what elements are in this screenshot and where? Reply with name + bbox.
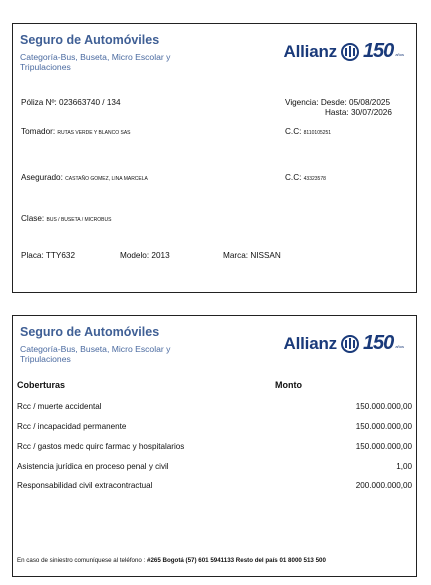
clase-field	[21, 214, 111, 223]
asegurado-label: Asegurado:	[21, 173, 63, 182]
clase-label: Clase:	[21, 214, 45, 223]
card-title: Seguro de Automóviles	[20, 33, 160, 47]
cc-label: C.C:	[285, 173, 302, 182]
coverage-amount: 200.000.000,00	[355, 481, 412, 490]
coverage-row	[17, 422, 412, 434]
coverage-row	[17, 402, 412, 414]
amount-header: Monto	[275, 380, 302, 390]
anniversary-mark: 150	[362, 40, 394, 62]
cc-value: 43323578	[303, 176, 326, 182]
anniversary-sub: años	[395, 344, 404, 349]
footer-text: En caso de siniestro comuníquese al teléfono :	[17, 557, 146, 564]
poliza-number: 023663740 / 134	[59, 98, 121, 107]
clase-value: BUS / BUSETA / MICROBUS	[46, 217, 112, 223]
coverage-label: Asistencia jurídica en proceso penal y civil	[17, 462, 169, 471]
marca-label: Marca:	[223, 251, 249, 260]
coverage-label: Rcc / muerte accidental	[17, 402, 102, 411]
coverage-label: Rcc / incapacidad permanente	[17, 422, 127, 431]
coverage-row	[17, 442, 412, 454]
tomador-value: RUTAS VERDE Y BLANCO SAS	[57, 130, 131, 136]
anniversary-mark: 150	[362, 332, 394, 354]
vigencia-desde: Desde: 05/08/2025	[320, 98, 391, 107]
placa-label: Placa:	[21, 251, 44, 260]
tomador-label: Tomador:	[21, 127, 56, 136]
poliza-field	[21, 98, 121, 107]
placa-value: TTY632	[45, 251, 76, 260]
modelo-field	[120, 251, 170, 260]
cc-tomador-field	[285, 127, 331, 136]
claims-contact-footer	[17, 557, 326, 564]
vigencia-field	[285, 98, 390, 107]
coverage-header: Coberturas	[17, 380, 66, 390]
allianz-eagle-icon	[341, 43, 359, 61]
allianz-logo	[284, 332, 404, 355]
footer-phones: #265 Bogotá (57) 601 5941133 Resto del país 01 8000 513 500	[147, 557, 326, 564]
placa-field	[21, 251, 75, 260]
asegurado-value: CASTAÑO GOMEZ, LINA MARCELA	[65, 176, 148, 182]
cc-value: 8110105251	[303, 130, 332, 136]
coverage-label: Responsabilidad civil extracontractual	[17, 481, 153, 490]
card-subtitle: Categoría-Bus, Buseta, Micro Escolar y Tripulaciones	[20, 344, 171, 364]
coverage-amount: 1,00	[396, 462, 412, 471]
logo-wordmark: Allianz	[283, 41, 337, 61]
coverage-amount: 150.000.000,00	[355, 402, 412, 411]
anniversary-sub: años	[395, 52, 404, 57]
logo-wordmark: Allianz	[283, 333, 337, 353]
coverage-amount: 150.000.000,00	[355, 442, 412, 451]
vigencia-label: Vigencia:	[285, 98, 319, 107]
cc-label: C.C:	[285, 127, 302, 136]
coverage-row	[17, 481, 412, 493]
allianz-logo	[284, 40, 404, 63]
asegurado-field	[21, 173, 148, 182]
poliza-label: Póliza Nº:	[21, 98, 57, 107]
modelo-label: Modelo:	[120, 251, 150, 260]
coverage-label: Rcc / gastos medc quirc farmac y hospitalarios	[17, 442, 185, 451]
coverage-amount: 150.000.000,00	[355, 422, 412, 431]
coverage-card	[12, 315, 417, 577]
vigencia-hasta: Hasta: 30/07/2026	[325, 108, 392, 117]
policy-card	[12, 23, 417, 293]
cc-asegurado-field	[285, 173, 326, 182]
modelo-value: 2013	[151, 251, 170, 260]
card-title: Seguro de Automóviles	[20, 325, 160, 339]
coverage-row	[17, 462, 412, 474]
allianz-eagle-icon	[341, 335, 359, 353]
card-subtitle: Categoría-Bus, Buseta, Micro Escolar y Tripulaciones	[20, 52, 171, 72]
marca-value: NISSAN	[250, 251, 281, 260]
marca-field	[223, 251, 281, 260]
tomador-field	[21, 127, 131, 136]
